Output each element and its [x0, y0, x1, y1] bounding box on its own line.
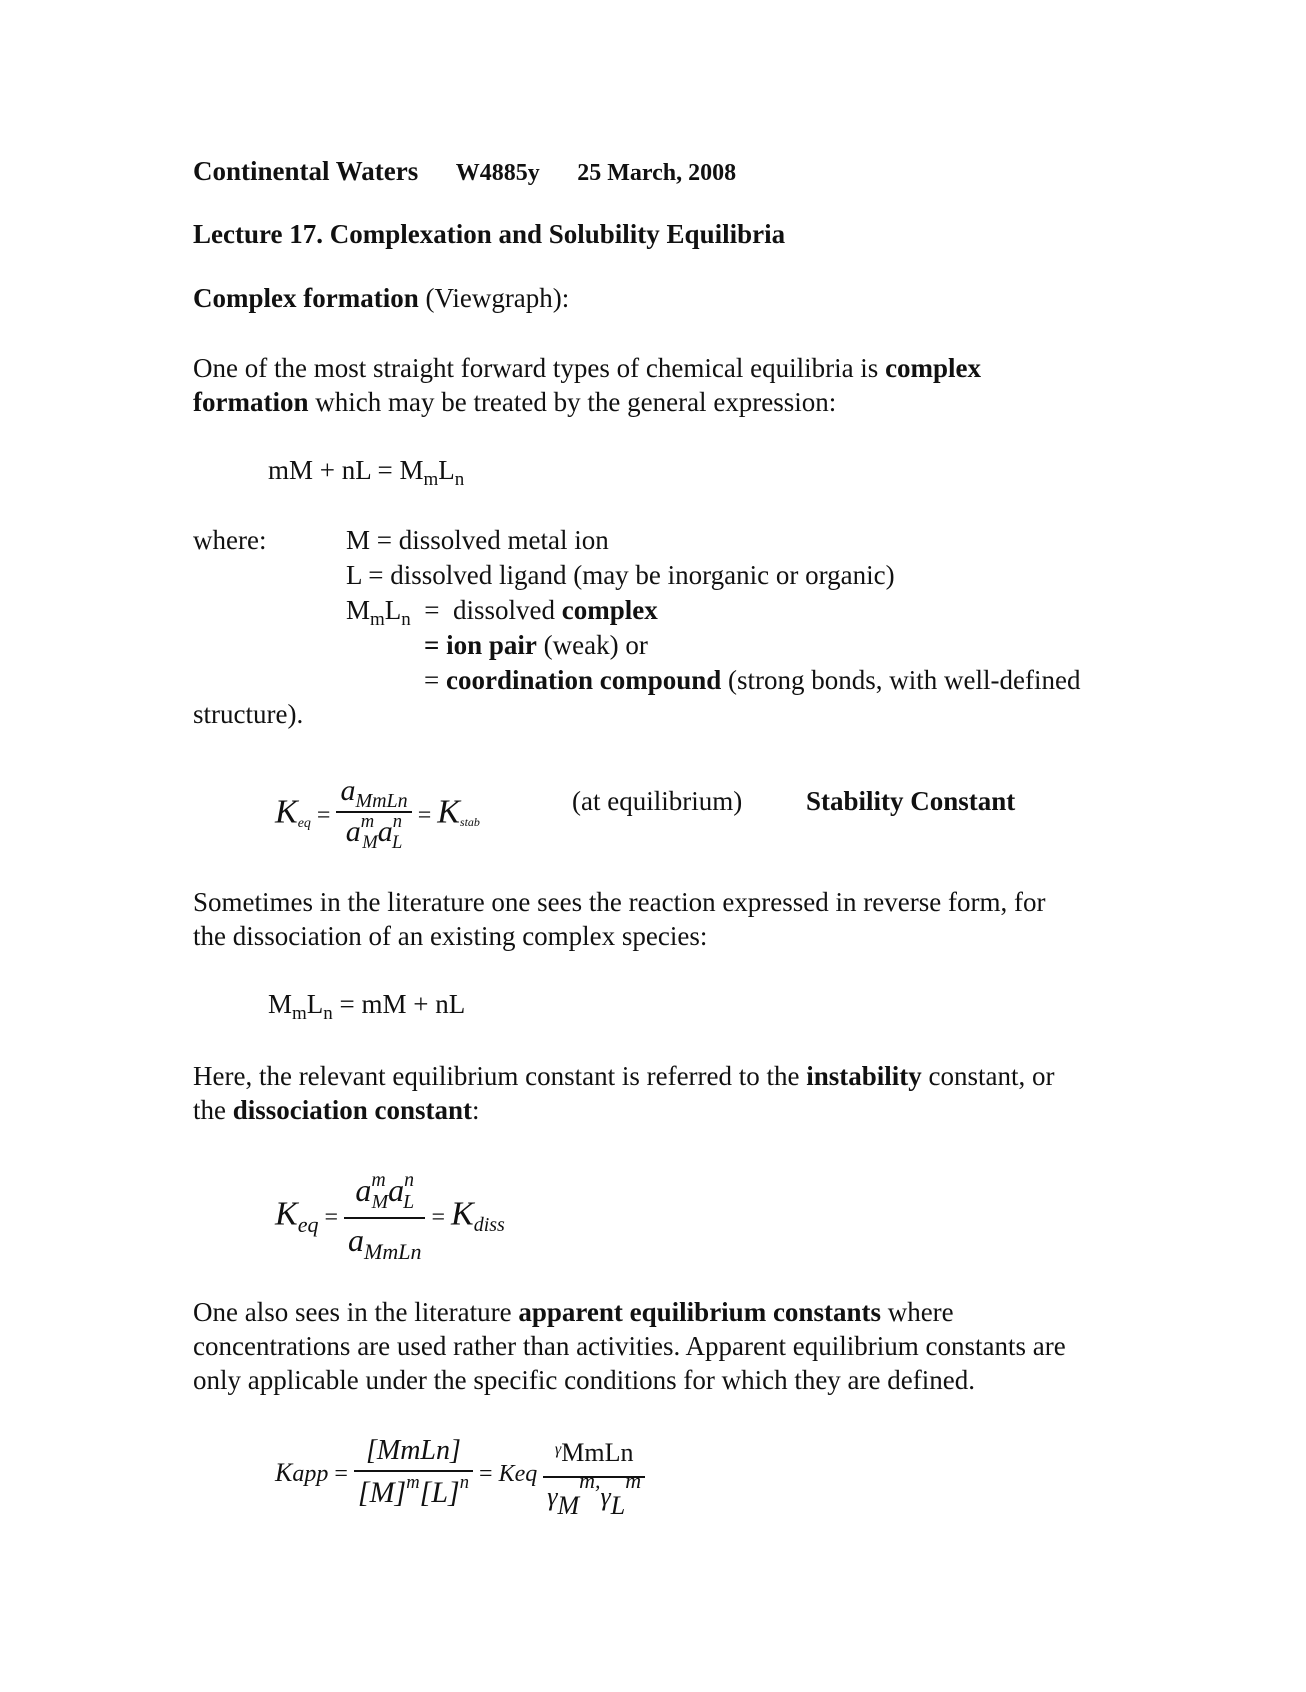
- r2-sub-m: m: [292, 1003, 307, 1024]
- def-L: L: [384, 595, 402, 625]
- eq2-num-a1: a: [355, 1172, 372, 1208]
- r2-sub-n: n: [323, 1003, 333, 1024]
- reverse-line-1: Sometimes in the literature one sees the reaction expressed in reverse form, for: [193, 887, 1046, 917]
- doc-header: [193, 155, 736, 189]
- intro-text-2: which may be treated by the general expression:: [308, 387, 837, 417]
- here-text-3: the: [193, 1095, 233, 1125]
- intro-line-1: [193, 352, 981, 384]
- eq2-K-sub: eq: [297, 1211, 319, 1237]
- eq1-den-sub2: L: [392, 831, 403, 853]
- intro-line-2: [193, 386, 836, 418]
- subscript-m: m: [423, 469, 439, 490]
- apparent-text-2: where: [880, 1297, 954, 1327]
- r2-M: M: [268, 989, 293, 1019]
- def-complex-text: = dissolved: [410, 595, 562, 625]
- eq3-denominator: [354, 1472, 473, 1518]
- where-label: where:: [193, 525, 267, 555]
- apparent-line-2: concentrations are used rather than activities. Apparent equilibrium constants are: [193, 1331, 1066, 1361]
- eq1-den-sub1: M: [362, 831, 378, 853]
- def-sub-n: n: [401, 609, 411, 630]
- term-complex: complex: [885, 353, 982, 383]
- section-heading-rest: (Viewgraph):: [418, 283, 570, 313]
- eq2-num-sup2: n: [404, 1169, 415, 1192]
- definition-metal: M = dissolved metal ion: [346, 525, 609, 555]
- eq1-num-a: a: [340, 774, 356, 807]
- r2-right: = mM + nL: [332, 989, 466, 1019]
- eq3-den-L: [L]: [419, 1476, 460, 1509]
- eq2-numerator: [344, 1168, 425, 1219]
- eq2-K-diss-sub: diss: [473, 1214, 505, 1237]
- subscript-n: n: [454, 469, 465, 490]
- reaction-ligand: L: [438, 455, 455, 485]
- equation-dissociation: [275, 1168, 505, 1265]
- coord-eq: =: [424, 665, 446, 695]
- eq3-gamma-den1: γ: [547, 1481, 558, 1511]
- here-line-2: [193, 1094, 480, 1126]
- eq1-K: K: [275, 793, 298, 831]
- term-dissociation-constant: dissociation constant: [232, 1095, 473, 1125]
- eq1-num-sub: MmLn: [355, 790, 408, 812]
- coord-note: (strong bonds, with well-defined: [721, 665, 1081, 695]
- term-ion-pair: = ion pair: [424, 630, 537, 660]
- eq2-den-sub: MmLn: [364, 1238, 422, 1264]
- def-M: M: [346, 595, 371, 625]
- eq3-K-sub: app: [292, 1460, 329, 1487]
- eq1-equals: =: [310, 802, 337, 829]
- eq1-fraction: [336, 774, 411, 855]
- term-instability: instability: [806, 1061, 922, 1091]
- eq3-equals: =: [328, 1460, 354, 1487]
- term-coordination-compound: coordination compound: [445, 665, 722, 695]
- reverse-line-2: the dissociation of an existing complex species:: [193, 921, 708, 951]
- eq3-equals2: =: [473, 1460, 499, 1487]
- eq2-num-sub2: L: [403, 1190, 415, 1213]
- intro-text: One of the most straight forward types of chemical equilibria is: [193, 353, 886, 383]
- eq3-fraction-gamma: [543, 1434, 645, 1520]
- eq1-den-sup2: n: [392, 811, 403, 833]
- equation-apparent: [275, 1432, 645, 1518]
- eq3-gamma-num: γ: [554, 1441, 562, 1459]
- eq3-K: K: [275, 1457, 293, 1487]
- r2-L: L: [306, 989, 324, 1019]
- eq1-K-stab-sub: stab: [459, 815, 480, 830]
- def-sub-m: m: [370, 609, 385, 630]
- ion-pair-note: (weak) or: [536, 630, 648, 660]
- definition-continuation: structure).: [193, 699, 304, 729]
- eq3-gamma-den2: γ: [600, 1481, 611, 1511]
- eq3-fraction-conc: [354, 1432, 473, 1518]
- section-heading-bold: Complex formation: [193, 283, 419, 313]
- eq3-Keq: Keq: [498, 1460, 538, 1487]
- eq1-equals2: =: [411, 802, 438, 829]
- equilibrium-note: (at equilibrium): [572, 786, 743, 816]
- eq1-K-stab: K: [437, 793, 460, 831]
- lecture-title: Lecture 17. Complexation and Solubility Equilibria: [193, 219, 786, 249]
- apparent-text: One also sees in the literature: [193, 1297, 519, 1327]
- stability-constant-label: Stability Constant: [806, 786, 1016, 816]
- here-colon: :: [472, 1095, 480, 1125]
- apparent-line-1: [193, 1296, 954, 1328]
- term-complex-2: complex: [561, 595, 658, 625]
- apparent-line-3: only applicable under the specific conditions for which they are defined.: [193, 1365, 975, 1395]
- reaction-formation: [268, 454, 464, 490]
- eq1-denominator: [336, 813, 411, 855]
- eq2-K-diss: K: [451, 1195, 474, 1233]
- eq3-gamma-num-text: MmLn: [561, 1437, 634, 1467]
- eq2-num-a2: a: [388, 1172, 405, 1208]
- eq3-den-sup-n: n: [459, 1472, 470, 1494]
- eq2-num-sup1: m: [371, 1169, 386, 1192]
- eq2-num-sub1: M: [371, 1190, 389, 1213]
- equation-stability: [275, 774, 480, 855]
- eq1-den-sup1: m: [360, 811, 375, 833]
- eq1-numerator: [336, 774, 411, 813]
- eq2-equals: =: [318, 1204, 344, 1231]
- eq2-equals2: =: [425, 1204, 451, 1231]
- course-code: W4885y: [455, 160, 540, 186]
- eq3-gamma-den-sub2: L: [610, 1490, 626, 1520]
- term-apparent-constants: apparent equilibrium constants: [518, 1297, 881, 1327]
- definition-ion-pair: [424, 629, 648, 661]
- eq3-gamma-denominator: [543, 1468, 645, 1520]
- eq2-denominator: [344, 1219, 425, 1265]
- here-line-1: [193, 1060, 1055, 1092]
- eq3-gamma-den-sup1: m,: [579, 1468, 601, 1493]
- term-formation: formation: [193, 387, 309, 417]
- eq1-den-a2: a: [377, 815, 393, 848]
- eq3-numerator: [MmLn]: [354, 1432, 473, 1472]
- course-title: Continental Waters: [193, 156, 419, 186]
- section-heading: [193, 282, 569, 314]
- definition-coordination: [424, 664, 1080, 696]
- reaction-dissociation: [268, 988, 465, 1024]
- definition-ligand: L = dissolved ligand (may be inorganic or organic): [346, 560, 895, 590]
- lecture-date: 25 March, 2008: [577, 160, 737, 186]
- eq2-fraction: [344, 1168, 425, 1265]
- eq3-gamma-den-sup2: m: [625, 1468, 642, 1493]
- eq1-K-sub: eq: [297, 816, 311, 832]
- definition-complex: [346, 594, 658, 630]
- here-text: Here, the relevant equilibrium constant is referred to the: [193, 1061, 807, 1091]
- here-text-2: constant, or: [921, 1061, 1055, 1091]
- eq3-den-sup-m: m: [406, 1472, 420, 1494]
- eq3-den-M: [M]: [357, 1476, 407, 1509]
- eq2-den-a: a: [348, 1222, 364, 1258]
- eq1-den-a1: a: [345, 815, 361, 848]
- reaction-left: mM + nL = M: [268, 455, 424, 485]
- eq2-K: K: [275, 1195, 298, 1233]
- eq3-gamma-den-sub1: M: [557, 1490, 580, 1520]
